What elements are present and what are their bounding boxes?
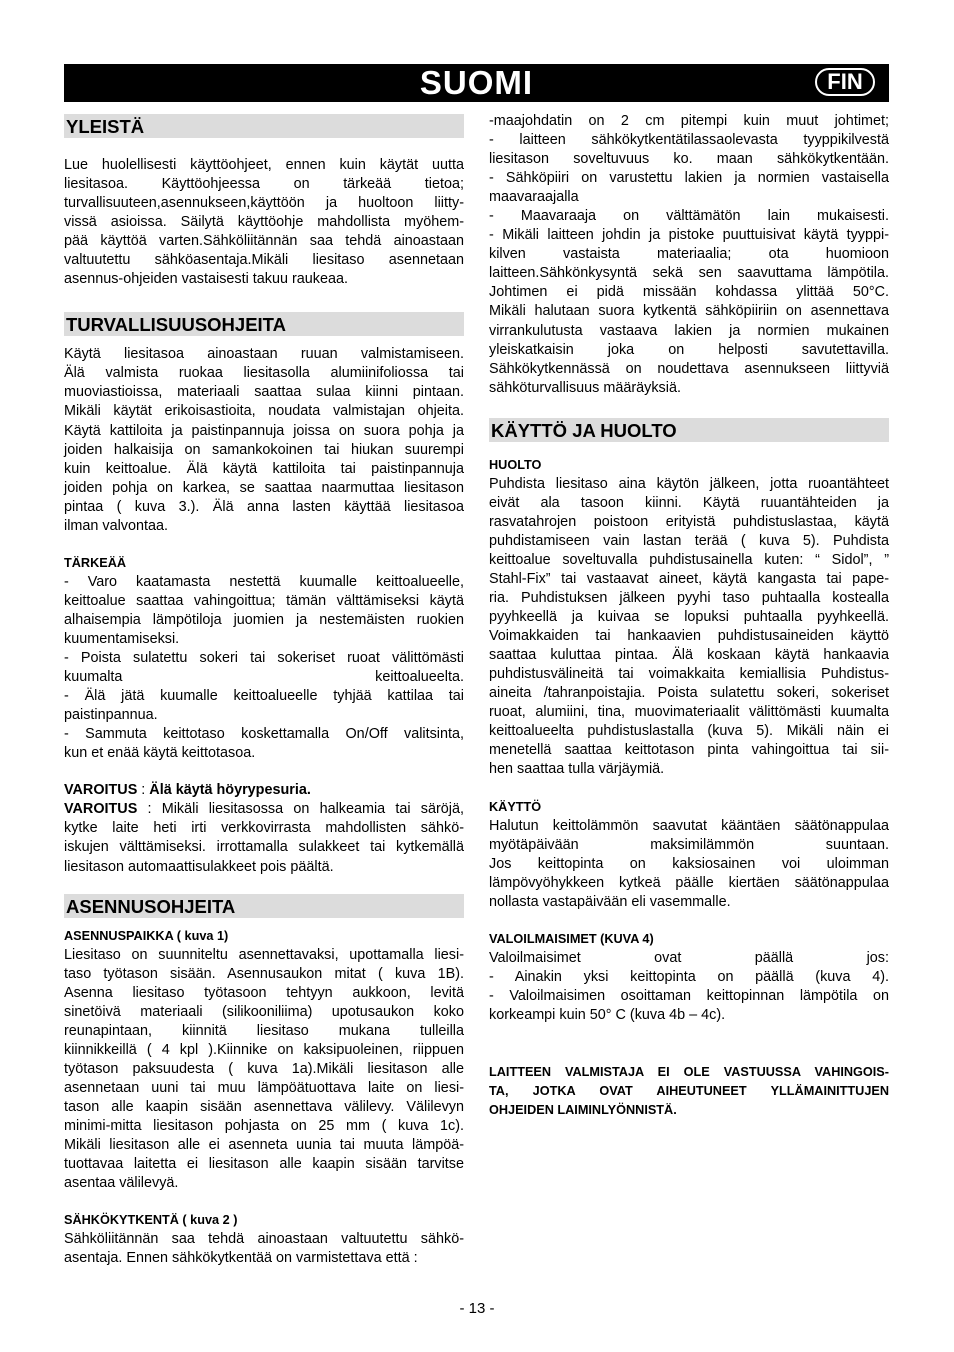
text-line: korkeampi kuin 50° C (kuva 4b – 4c). (489, 1006, 726, 1023)
text-line: ilman valvontaa. (64, 517, 168, 534)
text-line: kuumentamiseksi. (64, 630, 180, 647)
text-line: - Sähköpiiri on varustettu lakien ja normien vastaisella (489, 170, 889, 187)
text-line: reunapintaan, kiinnitä liesitaso mukana tulleilla (64, 1022, 464, 1039)
text-line: kiinnikkeillä ( 4 kpl ).Kiinnike on kaksipuoleinen, riippuen (64, 1041, 464, 1058)
text-line: puhdistamiseen vain lastan terää ( kuva 5). Puhdista (489, 532, 889, 549)
text-line: vissä asioissa. Säilytä käyttöohje mahdollista myöhem- (64, 214, 464, 231)
warning-label-2: VAROITUS (64, 801, 138, 818)
text-line: pää käyttöä varten.Sähköliitännän saa tehdä ainoastaan (64, 233, 464, 250)
warning-paragraph (64, 800, 464, 876)
language-badge: FIN (815, 68, 875, 96)
subheading-kaytto: KÄYTTÖ (489, 799, 542, 814)
warning-line-1: VAROITUS : Älä käytä höyrypesuria. (64, 782, 311, 799)
section-heading-turvallisuus: TURVALLISUUSOHJEITA (64, 312, 464, 336)
text-line: asentaja. Ennen sähkökytkentää on varmistettava että : (64, 1250, 418, 1267)
text-line: alhaisempia lämpötiloja juomien ja nestemäisten ruokien (64, 611, 464, 628)
section-heading-asennus: ASENNUSOHJEITA (64, 894, 464, 918)
right-column (489, 112, 889, 1120)
paragraph-asennuspaikka (64, 946, 464, 1194)
text-line: turvallisuuteen,asennukseen,käyttöön ja huoltoon liitty- (64, 195, 464, 212)
text-line: Johtimen ei pidä missään kohdassa ylittää 50°C. (489, 284, 889, 301)
text-line: Mikäli halutaan suora kytkentä sähköpiiriin on asennettava (489, 303, 889, 320)
text-line: tuottavaa laitetta ei liesitason alle kaapin sisään tarvitse (64, 1156, 464, 1173)
text-line: - Mikäli laitteen johdin ja pistoke puuttuisivat käytä tyyppi- (489, 227, 889, 244)
section-heading-yleista: YLEISTÄ (64, 114, 464, 138)
subheading-huolto: HUOLTO (489, 457, 542, 472)
text-line: Asenna liesitaso työtasoon tehtyyn aukkoon, levitä (64, 984, 464, 1001)
text-line: kuin keittoalue. Älä käytä kattiloita tai paistinpannuja (64, 460, 464, 477)
text-line: - laitteen sähkökytkentätilassaolevasta tyyppikilvestä (489, 132, 889, 149)
text-line: Älä valmista ruokaa liesitasolla alumiinifoliossa tai (64, 365, 464, 382)
left-column (64, 112, 464, 1268)
text-line: liesitasoa. Käyttöohjeessa on tärkeää tietoa; (64, 176, 464, 193)
text-line: - Maavaraaja on välttämätön lain mukaisesti. (489, 208, 889, 225)
text-line: menetellä saattaa keittotason pinta vahingoittua tai sii- (489, 742, 889, 759)
paragraph-huolto (489, 475, 889, 780)
text-line: kun et enää käytä keittotasoa. (64, 745, 256, 762)
text-line: Valoilmaisimet ovat päällä jos: (489, 949, 889, 966)
text-line: asentaa välilevyä. (64, 1175, 179, 1192)
text-line: keittoalueelta puhdistuslastalla (kuva 5). Mikäli näin ei (489, 723, 889, 740)
text-line: minimi-mitta liesitason pohjasta on 25 mm ( kuva 1c). (64, 1118, 464, 1135)
text-line: Käytä liesitasoa ainoastaan ruuan valmistamiseen. (64, 346, 464, 363)
text-line: Puhdista liesitaso aina käytön jälkeen, jotta ruoantähteet (489, 475, 889, 492)
text-line: - Sammuta keittotaso koskettamalla On/Off valitsinta, (64, 726, 464, 743)
text-line: sähköturvallisuus määräyksiä. (489, 379, 681, 396)
text-line: asennetaan uuni tai muu lämpöätuottava laite on liesi- (64, 1079, 464, 1096)
text-line: -maajohdatin on 2 cm pitempi kuin muut johtimet; (489, 113, 889, 129)
section-heading-kaytto-huolto: KÄYTTÖ JA HUOLTO (489, 418, 889, 442)
paragraph-tarkeaa (64, 573, 464, 763)
text-line: ria. Puhdistuksen jälkeen pyyhi taso puhtaalla kostealla (489, 590, 889, 607)
text-line: Sähköliitännän saa tehdä ainoastaan valtuutettu sähkö- (64, 1231, 464, 1248)
text-line: keittoalue soveltuvalla puhdistusainella kuten: “ Sidol”, ” (489, 551, 889, 568)
text-line: pyyhkeellä ja kuivaa se lopuksi puhtaalla pyyhkeellä. (489, 609, 889, 626)
text-line: Sähkökytkennässä on noudettava asennukseen liittyviä (489, 360, 889, 377)
text-line: Voimakkaiden tai hankaavien puhdistusaineiden käyttö (489, 628, 889, 645)
text-line: sinetöivä materiaali (silikooniliima) upotusaukon koko (64, 1003, 464, 1020)
text-line: liesitason automaattisulakkeet pois päältä. (64, 858, 334, 875)
text-line: joiden halkaisija on samankokoinen tai hiukan suurempi (64, 441, 464, 458)
text-line: paistinpannua. (64, 707, 158, 724)
subheading-asennuspaikka: ASENNUSPAIKKA ( kuva 1) (64, 928, 229, 943)
text-line: - Älä jätä kuumalle keittoalueelle tyhjää kattilaa tai (64, 688, 464, 705)
text-line: pintaa ( kuva 3.). Älä anna lasten käyttää liesitasoa (64, 498, 464, 515)
text-line: LAITTEEN VALMISTAJA EI OLE VASTUUSSA VAHINGOIS- (489, 1065, 889, 1080)
text-line: virrankulutusta vastaava lakien ja normien mukainen (489, 322, 889, 339)
paragraph-kaytto (489, 817, 889, 912)
text-line: - Ainakin yksi keittopinta on päällä (kuva 4). (489, 968, 889, 985)
text-line: aineita /tahranpoistajia. Poista sulatettu sokeri, sokeriset (489, 685, 889, 702)
text-line: hen saattaa tulla värjäymiä. (489, 761, 665, 778)
text-line: TA, JOTKA OVAT AIHEUTUNEET YLLÄMAINITTUJEN (489, 1084, 889, 1099)
text-line: liesitason soveltuvuus ko. maan sähkökytkentään. (489, 151, 889, 168)
text-line: keittoalue saattaa vahingoittua; tämän välttämiseksi käytä (64, 592, 464, 609)
text-line: Käytä kattiloita ja paistinpannuja joissa on suora pohja ja (64, 422, 464, 439)
text-line: taso työtason sisään. Asennusaukon mitat ( kuva 1B). (64, 965, 464, 982)
text-line: maavaraajalla (489, 189, 579, 206)
text-line: tason alle kaapin sisään asennettava välilevy. Välilevyn (64, 1098, 464, 1115)
text-line: joiden pohja on karkea, se saattaa naarmuttaa liesitason (64, 479, 464, 496)
paragraph-sahkokytkenta (64, 1230, 464, 1268)
text-line: Stahl-Fix” tai vastaavat aineet, käytä kangasta tai pape- (489, 570, 889, 587)
text-line: rasvatahrojen poistoon erityistä puhdistuslastaa, käytä (489, 513, 889, 530)
subheading-sahkokytkenta: SÄHKÖKYTKENTÄ ( kuva 2 ) (64, 1213, 238, 1228)
warning-first-line: : Mikäli liesitasossa on halkeamia tai säröjä, (137, 801, 464, 818)
paragraph-turvallisuus (64, 345, 464, 535)
text-line: asennus-ohjeiden vastaisesti takuu raukeaa. (64, 271, 348, 288)
text-line: kuumalta keittoalueelta. (64, 669, 464, 686)
page-title: SUOMI (419, 64, 534, 101)
header-banner (64, 64, 889, 102)
text-line: saattaa kuluttaa pintaa. Älä koskaan käytä hankaavia (489, 647, 889, 664)
warning-text: Älä käytä höyrypesuria. (149, 782, 311, 799)
text-line: Jos keittopinta on kaksiosainen voi uloimman (489, 855, 889, 872)
text-line: myötäpäivään maksimilämmön suuntaan. (489, 836, 889, 853)
text-line: työtason paksuudesta ( kuva 1a).Mikäli liesitason alle (64, 1060, 464, 1077)
subheading-valoilmaisimet: VALOILMAISIMET (KUVA 4) (489, 931, 654, 946)
text-line: OHJEIDEN LAIMINLYÖNNISTÄ. (489, 1103, 677, 1118)
text-line: - Poista sulatettu sokeri tai sokeriset ruoat välittömästi (64, 650, 464, 667)
text-line: nollasta vastapäivään eli vasemmalle. (489, 893, 731, 910)
warning-rest (64, 819, 464, 876)
text-line: kilven vastaista materiaalia; ota huomioon (489, 246, 889, 263)
text-line: laitteen.Sähkönkysyntä sekä sen saavuttama lämpötila. (489, 265, 889, 282)
paragraph-valoilmaisimet (489, 949, 889, 1025)
text-line: Lue huolellisesti käyttöohjeet, ennen kuin käytät uutta (64, 157, 464, 173)
text-line: yleiskatkaisin joka on helposti savutettavilla. (489, 341, 889, 358)
text-line: Liesitaso on suunniteltu asennettavaksi, upottamalla liesi- (64, 946, 464, 963)
text-line: Mikäli liesitason alle ei asenneta uunia tai muuta lämpöä- (64, 1137, 464, 1154)
warning-label: VAROITUS (64, 782, 138, 799)
text-line: valtuutettu sähköasentaja.Mikäli liesitaso asennetaan (64, 252, 464, 269)
text-line: ruoat, alumiini, tina, muovimateriaalit välittömästi kuumalta (489, 704, 889, 721)
text-line: Mikäli käytät erikoisastioita, noudata valmistajan ohjeita. (64, 403, 464, 420)
text-line: - Varo kaatamasta nestettä kuumalle keittoalueelle, (64, 573, 464, 590)
text-line: kytke laite heti irti verkkovirrasta mahdollisten sähkö- (64, 820, 464, 837)
text-line: - Valoilmaisimen osoittaman keittopinnan lämpötila on (489, 987, 889, 1004)
text-line: muoviastioissa, materiaali saattaa sulaa kiinni pintaan. (64, 384, 464, 401)
disclaimer (489, 1063, 889, 1120)
page-number: - 13 - (459, 1300, 495, 1317)
text-line: eivät ala tasoon kiinni. Käytä ruuantähteiden ja (489, 494, 889, 511)
text-line: puhdistusvälineitä tai voimakkaita kemiallisia Puhdistus- (489, 666, 889, 683)
paragraph-yleista (64, 156, 464, 289)
paragraph-kytkenta-cont (489, 112, 889, 398)
text-line: lämpövyöhykkeen kytkeä päälle kiertäen säätönappulaa (489, 874, 889, 891)
subheading-tarkeaa: TÄRKEÄÄ (64, 555, 127, 570)
text-line: iskujen välttämiseksi. irrottamalla sulakkeet tai kytkemällä (64, 839, 464, 856)
text-line: Halutun keittolämmön saavutat kääntäen säätönappulaa (489, 817, 889, 834)
